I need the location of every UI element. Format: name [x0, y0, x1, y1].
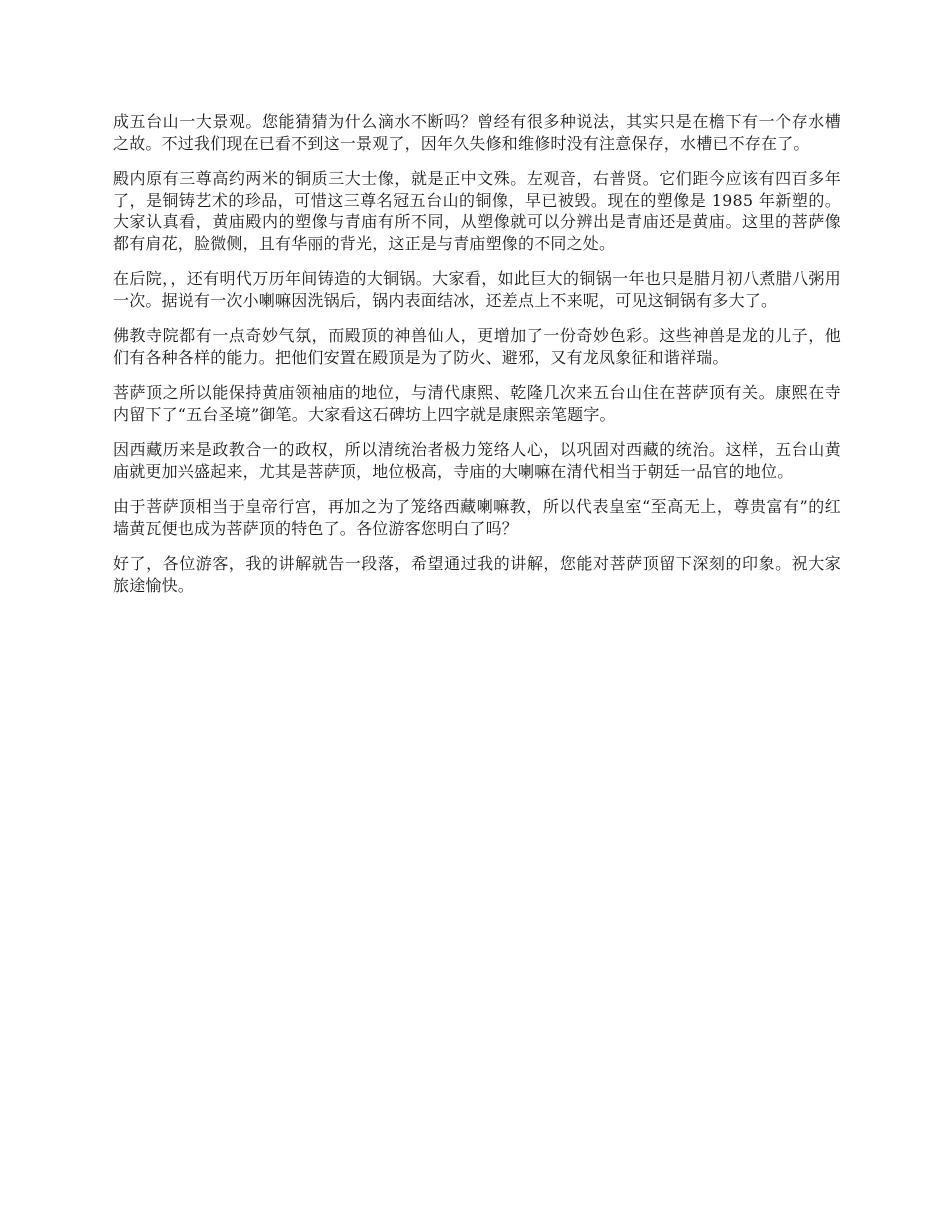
paragraph-2: 殿内原有三尊高约两米的铜质三大士像，就是正中文殊。左观音，右普贤。它们距今应该有四百多年了，是铜铸艺术的珍品，可惜这三尊名冠五台山的铜像，早已被毁。现在的塑像是 1985 年新塑的。大家认真看，黄庙殿内的塑像与青庙有所不同，从塑像就可以分辨出是青庙还是黄庙。这里的菩萨像都有肩花，脸微侧，且有华丽的背光，这正是与青庙塑像的不同之处。 — [113, 169, 841, 253]
paragraph-5: 菩萨顶之所以能保持黄庙领袖庙的地位，与清代康熙、乾隆几次来五台山住在菩萨顶有关。康熙在寺内留下了“五台圣境”御笔。大家看这石碑坊上四字就是康熙亲笔题字。 — [113, 383, 841, 424]
paragraph-7: 由于菩萨顶相当于皇帝行宫，再加之为了笼络西藏喇嘛教，所以代表皇室“至高无上，尊贵富有”的红墙黄瓦便也成为菩萨顶的特色了。各位游客您明白了吗？ — [113, 497, 841, 538]
paragraph-6: 因西藏历来是政教合一的政权，所以清统治者极力笼络人心，以巩固对西藏的统治。这样，五台山黄庙就更加兴盛起来，尤其是菩萨顶，地位极高，寺庙的大喇嘛在清代相当于朝廷一品官的地位。 — [113, 440, 841, 481]
paragraph-8: 好了，各位游客，我的讲解就告一段落，希望通过我的讲解，您能对菩萨顶留下深刻的印象。祝大家旅途愉快。 — [113, 554, 841, 595]
paragraph-4: 佛教寺院都有一点奇妙气氛，而殿顶的神兽仙人，更增加了一份奇妙色彩。这些神兽是龙的儿子，他们有各种各样的能力。把他们安置在殿顶是为了防火、避邪，又有龙凤象征和谐祥瑞。 — [113, 326, 841, 367]
paragraph-1: 成五台山一大景观。您能猜猜为什么滴水不断吗？曾经有很多种说法，其实只是在檐下有一个存水槽之故。不过我们现在已看不到这一景观了，因年久失修和维修时没有注意保存，水槽已不存在了。 — [113, 112, 841, 153]
paragraph-3: 在后院，，还有明代万历年间铸造的大铜锅。大家看，如此巨大的铜锅一年也只是腊月初八煮腊八粥用一次。据说有一次小喇嘛因洗锅后，锅内表面结冰，还差点上不来呢，可见这铜锅有多大了。 — [113, 269, 841, 310]
document-body — [113, 111, 841, 610]
